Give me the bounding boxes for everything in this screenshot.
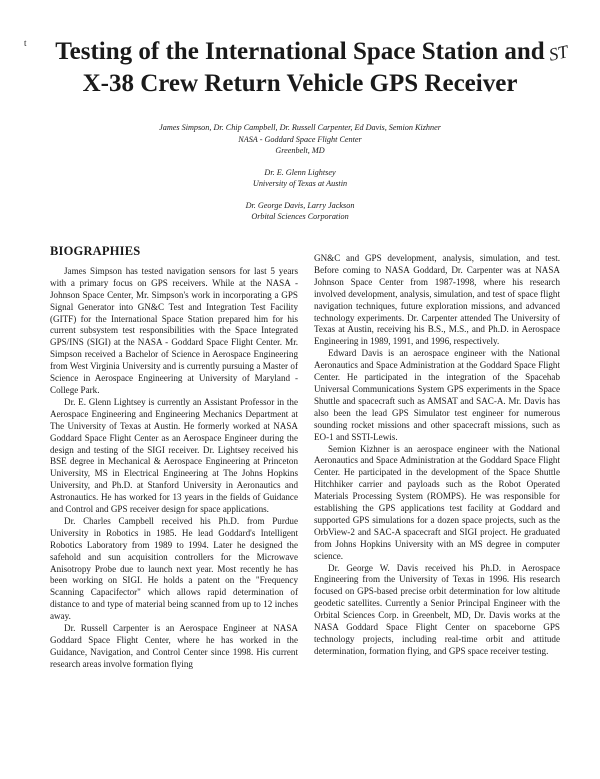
bio-lightsey: Dr. E. Glenn Lightsey is currently an Assistant Professor in the Aerospace Engineering and Engineering Mechanics Department at The University of Texas at Austin. He formerly worked at NASA Goddard Space Flight Center as an Aerospace Engineer during the design and testing of the SIGI receiver. Dr. Lightsey received his BSE degree in Mechanical & Aerospace Engineering at Princeton University, MS in Electrical Engineering at The Johns Hopkins University, and Ph.D. at Stanford University in Aeronautics and Astronautics. He has worked for 13 years in the fields of Guidance and Control and GPS receiver design for space applications. bbox=[50, 396, 298, 515]
author-names-nasa: James Simpson, Dr. Chip Campbell, Dr. Russell Carpenter, Ed Davis, Semion Kizhner bbox=[159, 123, 441, 132]
bio-simpson: James Simpson has tested navigation sensors for last 5 years with a primary focus on GPS receivers. While at the NASA - Johnson Space Center, Mr. Simpson's work in incorporating a GPS Signal Generator into GN&C Test and Integration Test Facility (GITF) for the International Space Station prepared him for his current subsystem test responsibilities with the Space Integrated GPS/INS (SIGI) at the NASA - Goddard Space Flight Center. Mr. Simpson received a Bachelor of Science in Aerospace Engineering from West Virginia University and is currently pursuing a Master of Science in Aerospace Engineering at University of Maryland - College Park. bbox=[50, 265, 298, 395]
section-heading: BIOGRAPHIES bbox=[50, 244, 141, 258]
bio-carpenter-continued: GN&C and GPS development, analysis, simulation, and test. Before coming to NASA Goddard, Dr. Carpenter was at NASA Johnson Space Center from 1987-1998, where his research involved development, analysis, simulation, and test of space flight navigation techniques, future exploration missions, and advanced technology experiments. Dr. Carpenter attended The University of Texas at Austin, receiving his B.S., M.S., and Ph.D. in Aerospace Engineering in 1989, 1991, and 1996, respectively. bbox=[314, 253, 560, 347]
location-nasa: Greenbelt, MD bbox=[275, 146, 325, 155]
title-line-2: X-38 Crew Return Vehicle GPS Receiver bbox=[82, 70, 518, 97]
paper-title bbox=[40, 36, 560, 100]
affiliation-nasa: NASA - Goddard Space Flight Center bbox=[238, 134, 362, 144]
affiliation-orbital: Orbital Sciences Corporation bbox=[251, 212, 349, 221]
author-names-orbital: Dr. George Davis, Larry Jackson bbox=[245, 200, 355, 210]
handwritten-mark: ST bbox=[547, 41, 570, 65]
bio-campbell: Dr. Charles Campbell received his Ph.D. from Purdue University in Robotics in 1985. He lead Goddard's Intelligent Robotics Laboratory from 1989 to 1994. Later he designed the safehold and sun acquisition controllers for the Microwave Anisotropy Probe due to launch next year. Most recently he has been working on SIGI. He holds a patent on the "Frequency Scanning Capacifector" which allows rapid determination of distance to and type of material being scanned from up to 12 inches away. bbox=[50, 515, 298, 622]
bio-kizhner: Semion Kizhner is an aerospace engineer with the National Aeronautics and Space Administration at the Goddard Space Flight Center. He participated in the development of the Space Shuttle Hitchhiker carrier and payloads such as the Robot Operated Materials Processing System (ROMPS). He was responsible for establishing the GPS applications test facility at Goddard and supported GPS simulations for a dozen space projects, such as the OrbView-2 and SAC-A spacecraft and SIGI project. He graduated from Johns Hopkins University with an MS degree in computer science. bbox=[314, 443, 560, 561]
right-column bbox=[314, 253, 560, 658]
affiliation-utexas: University of Texas at Austin bbox=[252, 179, 348, 188]
bio-carpenter: Dr. Russell Carpenter is an Aerospace Engineer at NASA Goddard Space Flight Center, where he has worked in the Guidance, Navigation, and Control Center since 1998. His current research areas involve formation flying bbox=[50, 623, 298, 669]
corner-mark-left: t bbox=[24, 38, 27, 48]
author-block bbox=[40, 122, 560, 223]
bio-edward-davis: Edward Davis is an aerospace engineer with the National Aeronautics and Space Administration at the Goddard Space Flight Center. He participated in the integration of the Spacehab Universal Communications System GPS experiments in the Space Shuttle and spacecraft such as AMSAT and SAC-A. Mr. Davis has also been the lead GPS Simulator test engineer for numerous sounding rocket missions and other spacecraft missions, such as EO-1 and SSTI-Lewis. bbox=[314, 348, 560, 442]
author-name-utexas: Dr. E. Glenn Lightsey bbox=[264, 167, 336, 177]
title-line-1: Testing of the International Space Station and bbox=[55, 38, 545, 65]
bio-george-davis: Dr. George W. Davis received his Ph.D. in Aerospace Engineering from the University of Texas in 1996. His research focused on GPS-based precise orbit determination for low altitude geodetic satellites. Currently a Senior Principal Engineer with the Orbital Sciences Corp. in Greenbelt, MD, Dr. Davis works at the NASA Goddard Space Flight Center on spaceborne GPS technology projects, including real-time orbit and attitude determination, formation flying, and GPS space receiver testing. bbox=[314, 562, 560, 656]
left-column bbox=[50, 246, 298, 671]
